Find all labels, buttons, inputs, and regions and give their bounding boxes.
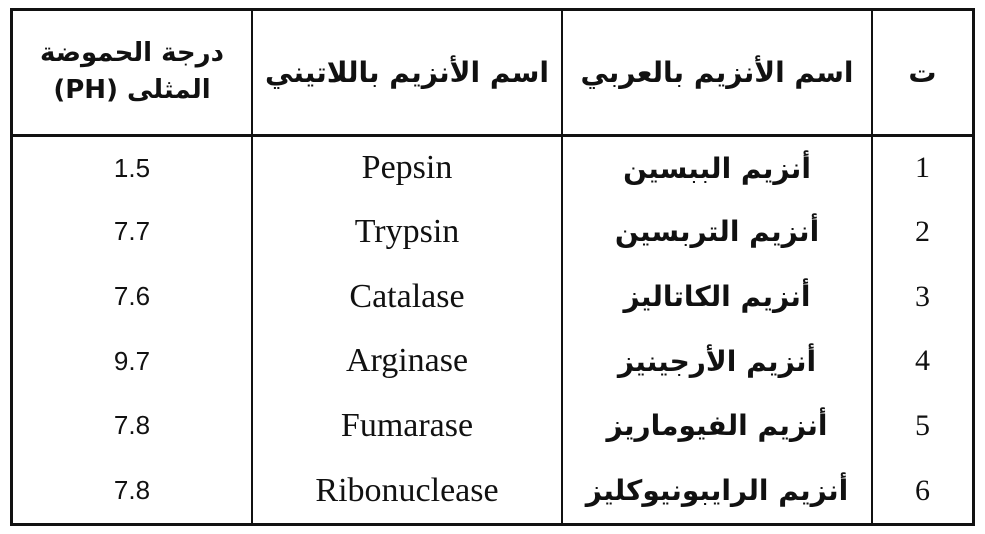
cell-arabic-name: أنزيم الأرجينيز: [562, 329, 872, 394]
cell-ph: 9.7: [13, 329, 252, 394]
table-row: [13, 135, 972, 200]
cell-ph: 7.7: [13, 200, 252, 265]
enzyme-table: [13, 11, 972, 523]
header-optimal-ph: درجة الحموضة المثلى (PH): [13, 11, 252, 135]
cell-ph: 7.6: [13, 264, 252, 329]
header-number: ت: [872, 11, 972, 135]
header-latin-name: اسم الأنزيم باللاتيني: [252, 11, 562, 135]
cell-number: 2: [915, 214, 930, 248]
cell-latin-name: Ribonuclease: [252, 458, 562, 523]
cell-number: 1: [915, 151, 930, 185]
cell-ph: 7.8: [13, 394, 252, 459]
enzyme-table-frame: [10, 8, 975, 526]
cell-arabic-name: أنزيم الرايبونيوكليز: [562, 458, 872, 523]
header-arabic-name: اسم الأنزيم بالعربي: [562, 11, 872, 135]
table-row: [13, 394, 972, 459]
table-row: [13, 458, 972, 523]
cell-latin-name: Fumarase: [252, 394, 562, 459]
table-header: [13, 11, 972, 135]
cell-latin-name: Trypsin: [252, 200, 562, 265]
header-row: [13, 11, 972, 135]
table-row: [13, 329, 972, 394]
cell-number: 4: [915, 344, 930, 378]
cell-arabic-name: أنزيم الكاتاليز: [562, 264, 872, 329]
cell-latin-name: Pepsin: [252, 135, 562, 200]
cell-number: 5: [915, 408, 930, 442]
cell-arabic-name: أنزيم التربسين: [562, 200, 872, 265]
cell-latin-name: Catalase: [252, 264, 562, 329]
table-body: [13, 135, 972, 523]
cell-ph: 7.8: [13, 458, 252, 523]
cell-number: 6: [915, 473, 930, 507]
cell-ph: 1.5: [13, 135, 252, 200]
cell-number: 3: [915, 279, 930, 313]
table-row: [13, 264, 972, 329]
cell-latin-name: Arginase: [252, 329, 562, 394]
table-row: [13, 200, 972, 265]
cell-arabic-name: أنزيم الببسين: [562, 135, 872, 200]
cell-arabic-name: أنزيم الفيوماريز: [562, 394, 872, 459]
